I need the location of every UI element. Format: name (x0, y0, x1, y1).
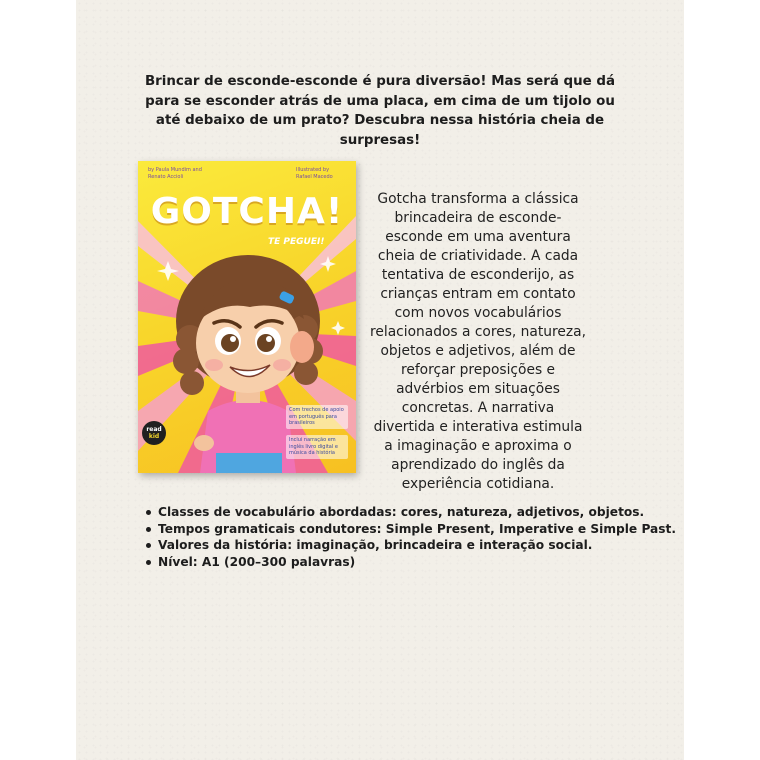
cover-note-portuguese: Com trechos de apoio em português para brasileiros (286, 405, 348, 429)
cover-subtitle: TE PEGUEI! (268, 237, 325, 247)
list-item (158, 521, 676, 538)
list-item-text: Classes de vocabulário abordadas: cores, natureza, adjetivos, objetos. (158, 505, 645, 519)
list-item-text: Valores da história: imaginação, brincadeira e interação social. (158, 538, 593, 552)
publisher-logo-bottom: kid (148, 433, 160, 440)
list-item (158, 554, 668, 571)
bullet-icon (146, 527, 151, 532)
book-description: Gotcha transforma a clássica brincadeira de esconde-esconde em uma aventura cheia de criatividade. A cada tentativa de esconderijo, as crianças entram em contato com novos vocabulários relacionados a cores, natureza, objetos e adjetivos, além de reforçar preposições e advérbios em situações concretas. A narrativa divertida e interativa estimula a imaginação e aproxima o aprendizado do inglês da experiência cotidiana. (370, 191, 586, 492)
list-item (158, 504, 668, 521)
page (76, 0, 684, 760)
bullet-icon (146, 560, 151, 565)
bullet-icon (146, 543, 151, 548)
list-item-text: Nível: A1 (200–300 palavras) (158, 554, 356, 569)
cover-title: GOTCHA! (150, 191, 344, 232)
book-cover (138, 161, 356, 473)
intro-text: Brincar de esconde-esconde é pura diversão! Mas será que dá para se esconder atrás de uma placa, em cima de um tijolo ou até debaixo de um prato? Descubra nessa história cheia de surpresas! (144, 74, 616, 148)
list-item-text: Tempos gramaticais condutores: Simple Present, Imperative e Simple Past. (158, 521, 676, 536)
cover-note-narration: Inclui narração em inglês livro digital e música da história (286, 435, 348, 459)
cover-authors: by Paula Mundim and Renato Accioli (148, 167, 202, 180)
feature-list (158, 504, 676, 570)
publisher-logo-top: read (146, 426, 162, 433)
bullet-icon (146, 510, 151, 515)
publisher-logo (142, 421, 166, 445)
list-item (158, 537, 668, 554)
cover-illustrator: Illustrated by Rafael Macedo (296, 167, 333, 180)
